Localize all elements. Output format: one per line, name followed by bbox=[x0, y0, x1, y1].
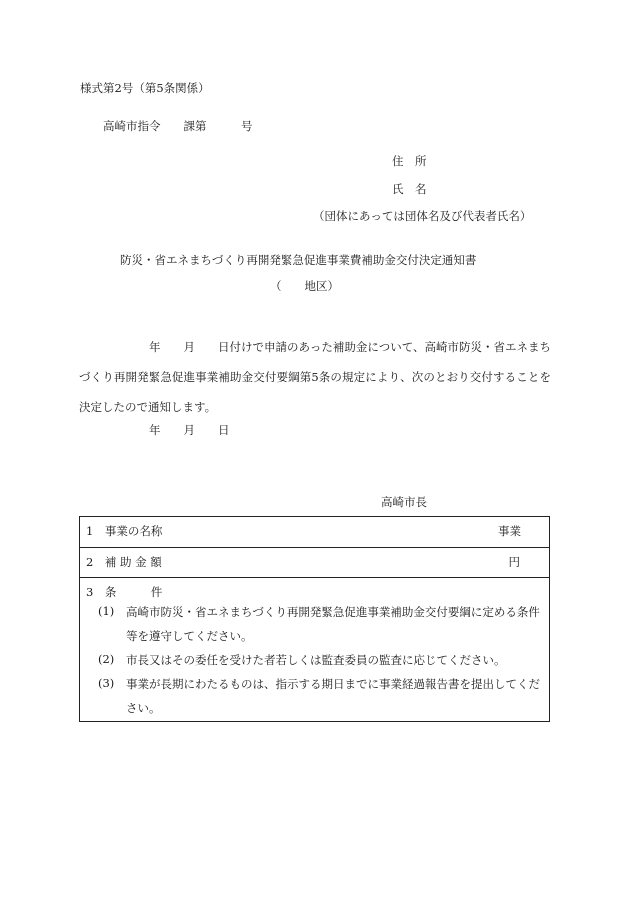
grant-amount-label: 2 補 助 金 額 bbox=[86, 555, 162, 569]
document-number-line: 高崎市指令 課第 号 bbox=[103, 119, 253, 133]
conditions-heading: 3 条 件 bbox=[86, 585, 163, 599]
form-number-label: 様式第2号（第5条関係） bbox=[80, 81, 210, 95]
project-name-row bbox=[80, 517, 549, 548]
condition-number: (3) bbox=[98, 676, 115, 690]
condition-number: (1) bbox=[98, 604, 115, 618]
name-label: 氏 名 bbox=[392, 182, 427, 196]
grant-amount-row bbox=[80, 548, 549, 578]
condition-text: 市長又はその委任を受けた者若しくは監査委員の監査に応じてください。 bbox=[126, 653, 506, 667]
project-name-label: 1 事業の名称 bbox=[86, 524, 163, 538]
date-line: 年 月 日 bbox=[149, 423, 230, 437]
mayor-label: 高崎市長 bbox=[381, 495, 427, 509]
notification-paragraph: 年 月 日付けで申請のあった補助金について、高崎市防災・省エネまちづくり再開発緊急促進事業補助金交付要綱第5条の規定により、次のとおり交付することを決定したので通知します。 bbox=[79, 340, 551, 414]
condition-text: 高崎市防災・省エネまちづくり再開発緊急促進事業補助金交付要綱に定める条件等を遵守してください。 bbox=[126, 605, 540, 643]
project-suffix: 事業 bbox=[498, 524, 521, 538]
yen-unit: 円 bbox=[508, 555, 520, 569]
document-title: 防災・省エネまちづくり再開発緊急促進事業費補助金交付決定通知書 bbox=[120, 253, 477, 267]
grant-details-table bbox=[79, 516, 550, 722]
condition-text: 事業が長期にわたるものは、指示する期日までに事業経過報告書を提出してください。 bbox=[126, 677, 540, 715]
address-label: 住 所 bbox=[392, 154, 427, 168]
district-line: （ 地区） bbox=[270, 279, 339, 293]
condition-number: (2) bbox=[98, 652, 115, 666]
organization-note: （団体にあっては団体名及び代表者氏名） bbox=[313, 209, 532, 223]
